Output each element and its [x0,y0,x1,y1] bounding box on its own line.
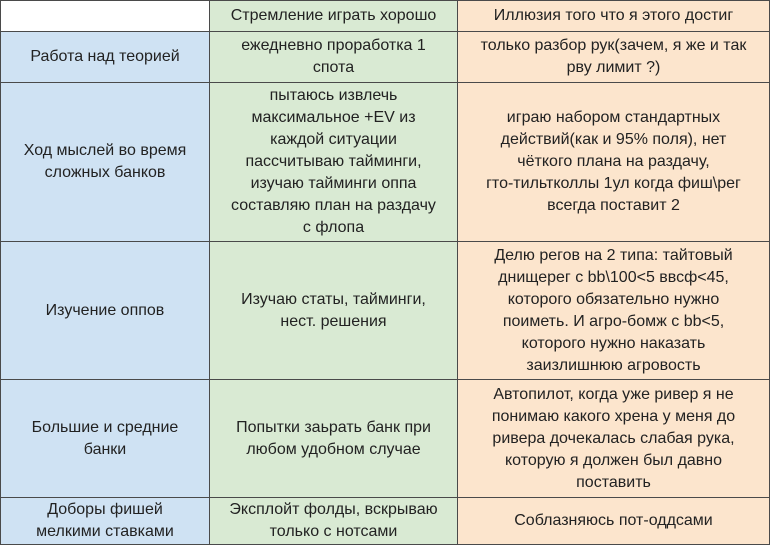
table-row [1,380,770,498]
cell-line: каждой ситуации [270,131,397,148]
table-row [1,498,770,545]
row-label-cell[interactable] [1,83,210,242]
cell-line: всегда поставит 2 [547,197,680,214]
good-cell[interactable] [210,380,458,498]
header-good[interactable]: Стремление играть хорошо [210,1,458,32]
good-cell[interactable] [210,83,458,242]
table-row [1,242,770,380]
illusion-cell[interactable] [458,242,770,380]
cell-line: понимаю какого хрена у меня до [491,407,736,425]
cell-line: Делю регов на 2 типа: тайтовый [494,246,733,264]
cell-line: играю набором стандартных [506,109,721,126]
cell-line: составляю план на раздачу [231,197,436,214]
cell-line: гто-тильтколлы 1ул когда фиш\рег [486,175,741,192]
table-row [1,83,770,242]
cell-line: которого обязательно нужно [507,290,720,308]
cell-line: Эксплойт фолды, вскрываю [229,501,438,518]
cell-line: Изучаю статы, тайминги, [241,290,426,308]
cell-line: любом удобном случае [246,440,421,458]
cell-line: чёткого плана на раздачу, [517,153,710,170]
cell-line: мелкими ставками [36,523,174,540]
cell-line: Изучение оппов [45,301,165,319]
cell-line: ривера дочекалась слабая рука, [492,429,735,447]
cell-line: заизлишнюю агровость [526,356,701,374]
illusion-cell[interactable] [458,498,770,545]
cell-line: банки [83,440,127,458]
cell-line: нест. решения [280,312,387,330]
cell-line: Попытки заьрать банк при [236,418,431,436]
cell-line: сложных банков [44,164,166,181]
cell-line: максимальное +EV из [251,109,416,126]
header-illusion[interactable]: Иллюзия того что я этого достиг [458,1,770,32]
cell-line: Автопилот, когда уже ривер я не [493,385,734,403]
cell-line: Ход мыслей во время [23,142,187,159]
cell-line: Доборы фишей [47,501,163,518]
cell-line: которого нужно наказать [521,334,706,352]
cell-line: Работа над теорией [30,48,180,65]
row-label-cell[interactable] [1,32,210,83]
cell-line: которую я должен был давно [504,451,723,469]
cell-line: пассчитываю тайминги, [245,153,422,170]
table-row [1,32,770,83]
cell-line: днищерег с bb\100<5 ввсф<45, [498,268,729,286]
illusion-cell[interactable] [458,380,770,498]
cell-line: Большие и средние [31,418,179,436]
row-label-cell[interactable] [1,380,210,498]
corner-cell[interactable] [1,1,210,32]
header-row [1,1,770,32]
cell-line: спота [312,59,355,76]
cell-line: поставить [576,473,651,491]
illusion-cell[interactable] [458,32,770,83]
good-cell[interactable] [210,32,458,83]
row-label-cell[interactable] [1,498,210,545]
cell-line: с флопа [302,219,365,236]
good-cell[interactable] [210,242,458,380]
cell-line: ежедневно проработка 1 [241,37,426,54]
good-cell[interactable] [210,498,458,545]
illusion-cell[interactable] [458,83,770,242]
cell-line: поиметь. И агро-бомж с bb<5, [502,312,725,330]
cell-line: рву лимит ?) [566,59,661,76]
cell-line: Соблазняюсь пот-оддсами [514,512,713,529]
cell-line: пытаюсь извлечь [269,87,398,104]
cell-line: только разбор рук(зачем, я же и так [480,37,747,54]
cell-line: изучаю тайминги оппа [250,175,417,192]
cell-line: только с нотсами [269,523,398,540]
row-label-cell[interactable] [1,242,210,380]
cell-line: действий(как и 95% поля), нет [500,131,727,148]
